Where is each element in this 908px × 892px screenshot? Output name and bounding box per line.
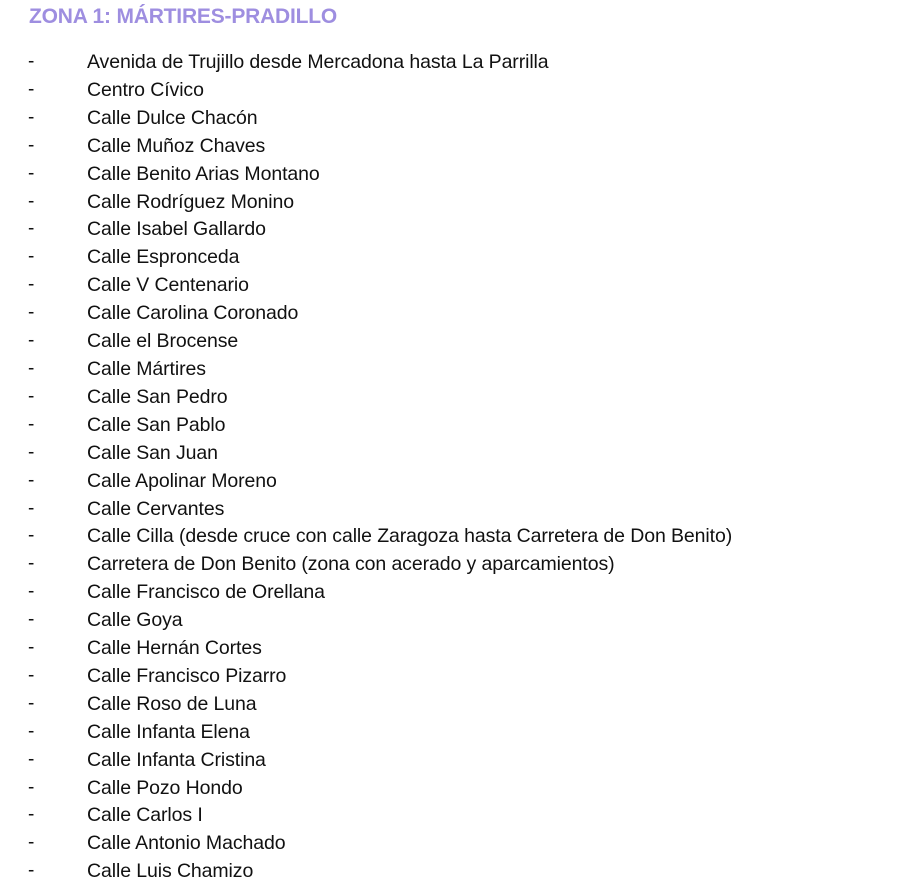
list-bullet: - (28, 860, 35, 882)
list-bullet: - (28, 776, 35, 798)
street-name: Centro Cívico (87, 78, 204, 101)
street-name: Calle Francisco de Orellana (87, 581, 325, 604)
list-bullet: - (28, 134, 35, 156)
list-bullet: - (28, 302, 35, 324)
list-bullet: - (28, 664, 35, 686)
list-bullet: - (28, 637, 35, 659)
list-bullet: - (28, 246, 35, 268)
street-name: Calle San Juan (87, 441, 218, 464)
list-bullet: - (28, 497, 35, 519)
list-bullet: - (28, 274, 35, 296)
list-bullet: - (28, 413, 35, 435)
street-name: Calle Rodríguez Monino (87, 190, 294, 213)
street-name: Calle Infanta Cristina (87, 748, 266, 771)
list-bullet: - (28, 51, 35, 72)
list-bullet: - (28, 106, 35, 128)
street-name: Calle Benito Arias Montano (87, 162, 320, 185)
list-bullet: - (28, 525, 35, 547)
street-name: Carretera de Don Benito (zona con acerado y aparcamientos) (87, 553, 615, 576)
street-name: Calle Francisco Pizarro (87, 664, 287, 687)
street-name: Calle Isabel Gallardo (87, 218, 266, 241)
list-bullet: - (28, 804, 35, 826)
street-name: Calle Pozo Hondo (87, 776, 243, 799)
street-name: Calle San Pedro (87, 385, 228, 408)
street-name: Calle Carolina Coronado (87, 302, 299, 325)
street-name: Calle Muñoz Chaves (87, 134, 266, 157)
street-name: Calle Dulce Chacón (87, 106, 258, 129)
list-bullet: - (28, 609, 35, 631)
list-bullet: - (28, 190, 35, 212)
street-name: Calle Roso de Luna (87, 692, 257, 715)
street-name: Calle Cilla (desde cruce con calle Zaragoza hasta Carretera de Don Benito) (87, 525, 733, 548)
street-name: Calle Hernán Cortes (87, 637, 262, 660)
list-bullet: - (28, 720, 35, 742)
street-name: Calle Cervantes (87, 497, 225, 520)
street-name: Calle San Pablo (87, 413, 226, 436)
list-bullet: - (28, 441, 35, 463)
list-bullet: - (28, 357, 35, 379)
list-bullet: - (28, 581, 35, 603)
street-name: Calle Luis Chamizo (87, 860, 254, 883)
list-bullet: - (28, 78, 35, 100)
list-bullet: - (28, 162, 35, 184)
street-name: Calle Infanta Elena (87, 720, 250, 743)
list-bullet: - (28, 218, 35, 240)
street-name: Calle Carlos I (87, 804, 203, 827)
zone-heading: ZONA 1: MÁRTIRES-PRADILLO (29, 5, 338, 28)
street-name: Avenida de Trujillo desde Mercadona hasta La Parrilla (87, 51, 549, 73)
list-bullet: - (28, 385, 35, 407)
list-bullet: - (28, 832, 35, 854)
list-bullet: - (28, 692, 35, 714)
street-name: Calle V Centenario (87, 274, 249, 297)
street-name: Calle Apolinar Moreno (87, 469, 277, 492)
list-bullet: - (28, 469, 35, 491)
list-bullet: - (28, 748, 35, 770)
street-name: Calle el Brocense (87, 330, 239, 353)
street-name: Calle Espronceda (87, 246, 240, 269)
street-name: Calle Goya (87, 609, 183, 632)
list-bullet: - (28, 330, 35, 352)
street-name: Calle Mártires (87, 357, 206, 380)
list-bullet: - (28, 553, 35, 575)
street-name: Calle Antonio Machado (87, 832, 286, 855)
